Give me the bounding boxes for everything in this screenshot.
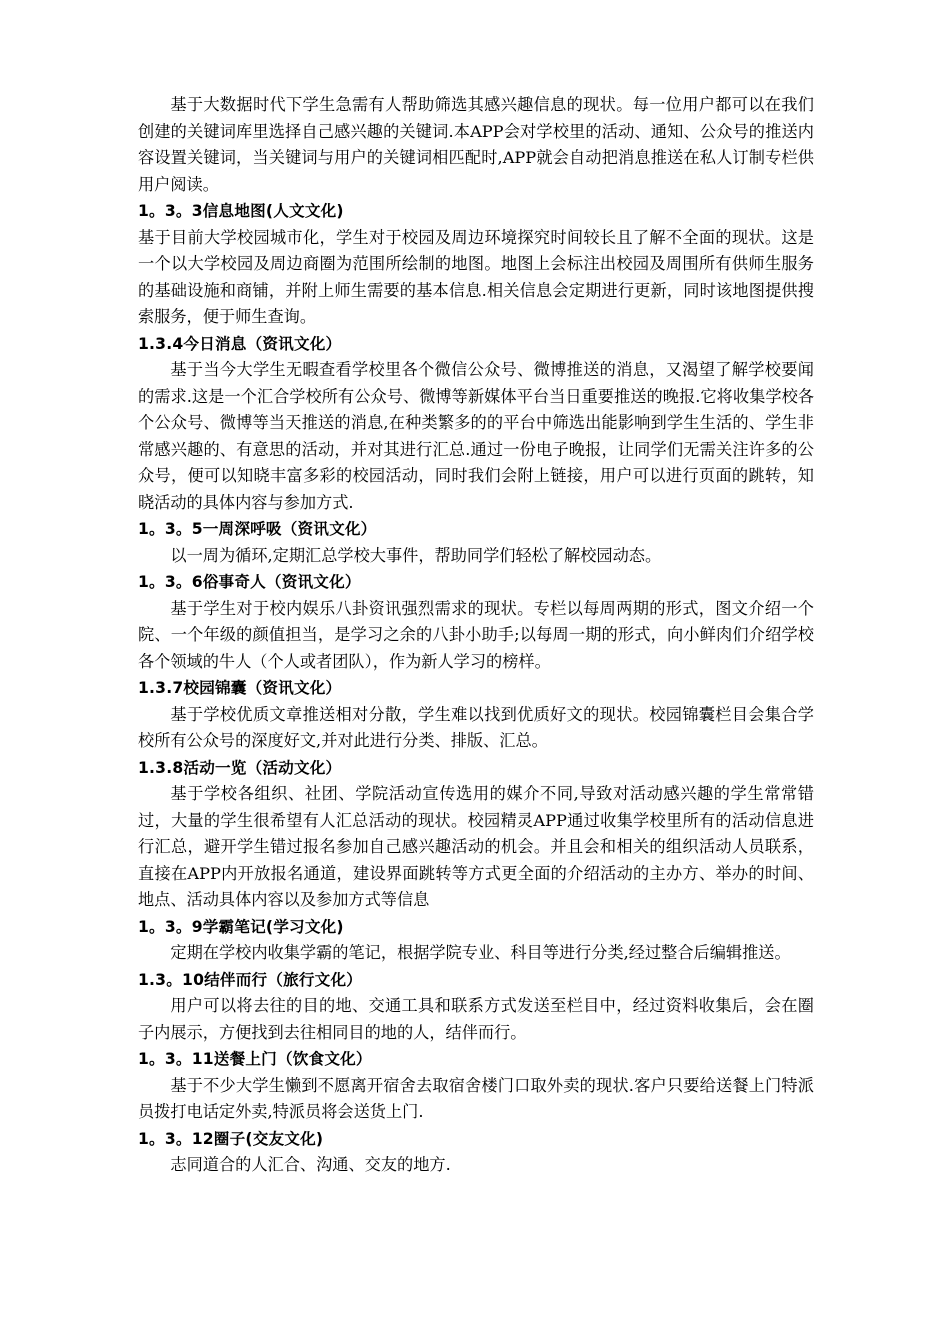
section-heading-today-news: 1.3.4今日消息（资讯文化） (138, 334, 342, 353)
section-heading-campus-people: 1。3。6俗事奇人（资讯文化） (138, 573, 361, 591)
section-body-campus-tips: 基于学校优质文章推送相对分散，学生难以找到优质好文的现状。校园锦囊栏目会集合学校所有公众号的深度好文,并对此进行分类、排版、汇总。 (138, 704, 814, 750)
section-body-today-news: 基于当今大学生无暇查看学校里各个微信公众号、微博推送的消息，又渴望了解学校要闻的需求.这是一个汇合学校所有公众号、微博等新媒体平台当日重要推送的晚报.它将收集学校各个公众号、微博等当天推送的消息,在种类繁多的的平台中筛选出能影响到学生生活的、学生非常感兴趣的、有意思的活动，并对其进行汇总.通过一份电子晚报，让同学们无需关注许多的公众号，便可以知晓丰富多彩的校园活动，同时我们会附上链接，用户可以进行页面的跳转，知晓活动的具体内容与参加方式. (138, 360, 814, 512)
document-page (138, 92, 814, 1179)
section-body-campus-people: 基于学生对于校内娱乐八卦资讯强烈需求的现状。专栏以每周两期的形式，图文介绍一个院、一个年级的颜值担当，是学习之余的八卦小助手;以每周一期的形式，向小鲜肉们介绍学校各个领域的牛人（个人或者团队），作为新人学习的榜样。 (138, 598, 814, 671)
section-body-info-map: 基于目前大学校园城市化，学生对于校园及周边环境探究时间较长且了解不全面的现状。这是一个以大学校园及周边商圈为范围所绘制的地图。地图上会标注出校园及周围所有供师生服务的基础设施和商铺，并附上师生需要的基本信息.相关信息会定期进行更新，同时该地图提供搜索服务，便于师生查询。 (138, 227, 814, 326)
section-heading-weekly-breath: 1。3。5一周深呼吸（资讯文化） (138, 520, 377, 538)
section-body-activity-overview: 基于学校各组织、社团、学院活动宣传选用的媒介不同,导致对活动感兴趣的学生常常错过，大量的学生很希望有人汇总活动的现状。校园精灵APP通过收集学校里所有的活动信息进行汇总，避开学生错过报名参加自己感兴趣活动的机会。并且会和相关的组织活动人员联系，直接在APP内开放报名通道，建设界面跳转等方式更全面的介绍活动的主办方、举办的时间、地点、活动具体内容以及参加方式等信息 (138, 784, 814, 909)
section-heading-travel-together: 1.3。10结伴而行（旅行文化） (138, 970, 363, 989)
section-heading-activity-overview: 1.3.8活动一览（活动文化） (138, 758, 342, 777)
section-heading-info-map: 1。3。3信息地图(人文文化) (138, 202, 344, 220)
section-body-weekly-breath: 以一周为循环,定期汇总学校大事件，帮助同学们轻松了解校园动态。 (170, 545, 662, 565)
section-body-travel-together: 用户可以将去往的目的地、交通工具和联系方式发送至栏目中，经过资料收集后，会在圈子内展示，方便找到去往相同目的地的人，结伴而行。 (138, 996, 814, 1042)
section-body-circle: 志同道合的人汇合、沟通、交友的地方. (170, 1155, 451, 1174)
intro-paragraph: 基于大数据时代下学生急需有人帮助筛选其感兴趣信息的现状。每一位用户都可以在我们创建的关键词库里选择自己感兴趣的关键词.本APP会对学校里的活动、通知、公众号的推送内容设置关键词，当关键词与用户的关键词相匹配时,APP就会自动把消息推送在私人订制专栏供用户阅读。 (138, 95, 814, 194)
section-heading-top-student-notes: 1。3。9学霸笔记(学习文化) (138, 917, 344, 936)
section-heading-circle: 1。3。12圈子(交友文化) (138, 1129, 324, 1148)
section-heading-campus-tips: 1.3.7校园锦囊（资讯文化） (138, 679, 342, 697)
section-body-food-delivery: 基于不少大学生懒到不愿离开宿舍去取宿舍楼门口取外卖的现状.客户只要给送餐上门特派员拨打电话定外卖,特派员将会送货上门. (138, 1075, 814, 1121)
section-heading-food-delivery: 1。3。11送餐上门（饮食文化） (138, 1050, 372, 1068)
section-body-top-student-notes: 定期在学校内收集学霸的笔记，根据学院专业、科目等进行分类,经过整合后编辑推送。 (170, 943, 791, 962)
